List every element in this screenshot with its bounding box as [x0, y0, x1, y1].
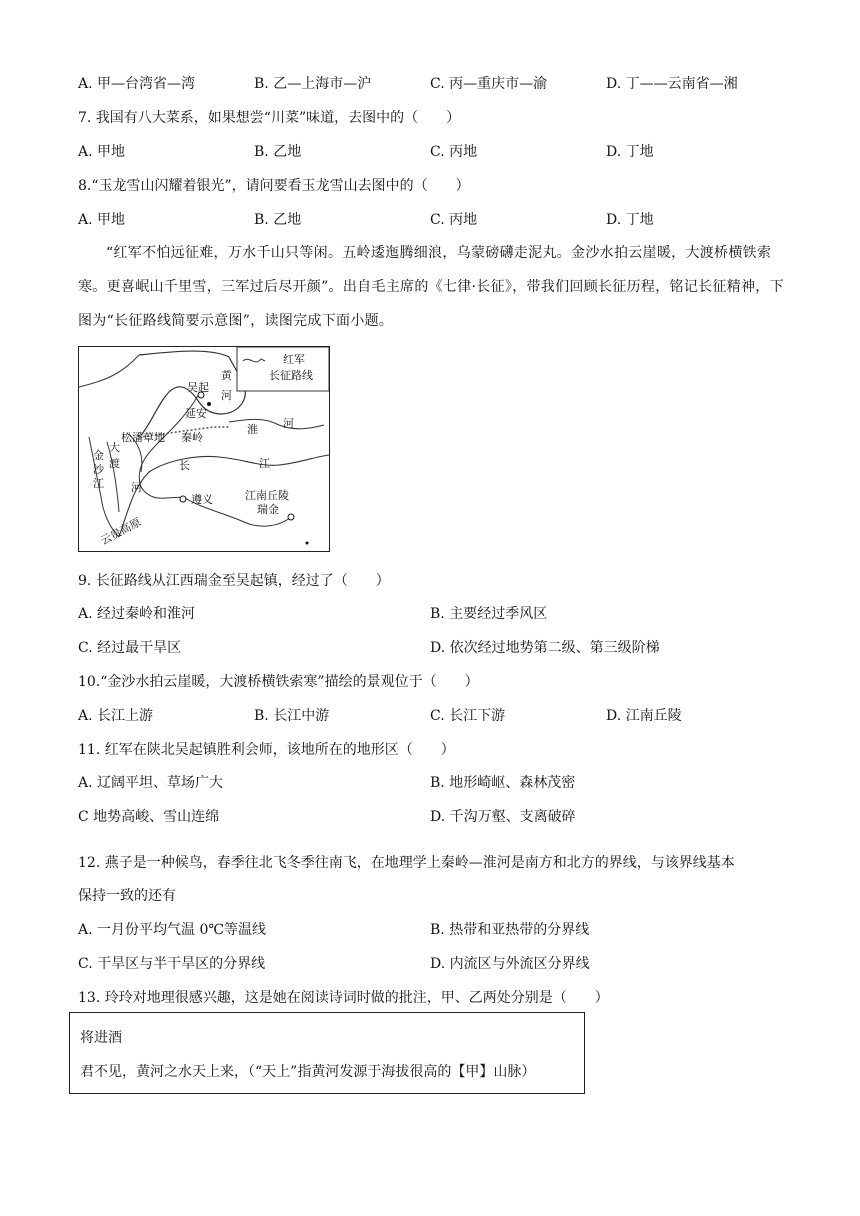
label-jiang2: 江 — [93, 477, 104, 490]
legend-label-2: 长征路线 — [269, 369, 313, 382]
zunyi-marker — [180, 496, 186, 502]
legend-label-1: 红军 — [283, 353, 305, 366]
border-line — [79, 355, 139, 387]
intro-paragraph: “红军不怕远征难，万水千山只等闲。五岭逶迤腾细浪，乌蒙磅礴走泥丸。金沙水拍云崖暖，大渡桥横铁索寒。更喜岷山千里雪，三军过后尽开颜”。出自毛主席的《七律·长征》，带我们回顾长征历程，铭记长征精神，下图为“长征路线简要示意图”，读图完成下面小题。 — [78, 245, 784, 329]
q10-stem: 10.“金沙水拍云崖暖，大渡桥横铁索寒”描绘的景观位于（ ） — [78, 674, 479, 690]
label-he2: 河 — [283, 417, 294, 430]
q12-option-b: B. 热带和亚热带的分界线 — [430, 922, 590, 938]
label-dadu-da: 大 — [109, 441, 120, 454]
annotation-box — [69, 1012, 585, 1094]
yanan-marker — [207, 402, 211, 406]
long-march-map — [78, 346, 330, 552]
q8-option-b: B. 乙地 — [254, 212, 302, 228]
label-sha: 沙 — [93, 463, 104, 476]
q7-option-d: D. 丁地 — [606, 144, 654, 160]
label-wuqi: 吴起 — [187, 381, 209, 394]
q10-option-c: C. 长江下游 — [430, 708, 506, 724]
label-jiang: 江 — [259, 457, 270, 470]
label-yanan: 延安 — [185, 407, 207, 420]
island-dot — [306, 542, 309, 545]
q6-option-c: C. 丙—重庆市—渝 — [430, 76, 548, 92]
note-title: 将进酒 — [80, 1030, 122, 1046]
q11-option-a: A. 辽阔平坦、草场广大 — [78, 775, 224, 791]
q7-option-c: C. 丙地 — [430, 144, 478, 160]
q12-option-a: A. 一月份平均气温 0℃等温线 — [78, 922, 267, 938]
q13-stem: 13. 玲玲对地理很感兴趣，这是她在阅读诗词时做的批注，甲、乙两处分别是（ ） — [78, 990, 609, 1006]
note-line: 君不见，黄河之水天上来，（“天上”指黄河发源于海拔很高的【甲】山脉） — [80, 1064, 536, 1080]
label-jiangnan: 江南丘陵 — [245, 489, 289, 502]
q6-option-d: D. 丁——云南省—湘 — [606, 76, 738, 92]
q8-option-a: A. 甲地 — [78, 212, 126, 228]
label-he1: 河 — [221, 389, 232, 402]
q11-option-b: B. 地形崎岖、森林茂密 — [430, 775, 576, 791]
label-qinling: 秦岭 — [181, 431, 203, 444]
label-zunyi: 遵义 — [191, 493, 213, 506]
q6-option-b: B. 乙—上海市—沪 — [254, 76, 372, 92]
q9-stem: 9. 长征路线从江西瑞金至吴起镇，经过了（ ） — [78, 573, 390, 589]
q9-option-b: B. 主要经过季风区 — [430, 606, 548, 622]
q8-stem: 8.“玉龙雪山闪耀着银光”，请问要看玉龙雪山去图中的（ ） — [78, 178, 470, 194]
ruijin-marker — [288, 514, 294, 520]
huai-river — [229, 419, 324, 428]
q10-option-b: B. 长江中游 — [254, 708, 330, 724]
q10-option-a: A. 长江上游 — [78, 708, 154, 724]
q9-option-d: D. 依次经过地势第二级、第三级阶梯 — [430, 640, 660, 656]
q8-option-d: D. 丁地 — [606, 212, 654, 228]
q12-stem-line2: 保持一致的还有 — [78, 888, 176, 904]
label-huai: 淮 — [247, 423, 258, 436]
q11-option-d: D. 千沟万壑、支离破碎 — [430, 809, 576, 825]
q11-option-c: C 地势高峻、雪山连绵 — [78, 809, 220, 825]
q6-option-a: A. 甲—台湾省—湾 — [78, 76, 196, 92]
q9-option-c: C. 经过最干旱区 — [78, 640, 182, 656]
map-drawing — [79, 347, 329, 551]
label-huang: 黄 — [221, 369, 232, 382]
q12-stem-line1: 12. 燕子是一种候鸟，春季往北飞冬季往南飞，在地理学上秦岭—淮河是南方和北方的界线，与该界线基本 — [78, 855, 735, 871]
q7-stem: 7. 我国有八大菜系，如果想尝“川菜”味道，去图中的（ ） — [78, 110, 461, 126]
label-chang: 长 — [179, 459, 190, 472]
q8-option-c: C. 丙地 — [430, 212, 478, 228]
label-jin: 金 — [93, 449, 104, 462]
label-dadu-du: 渡 — [109, 457, 120, 470]
label-ruijin: 瑞金 — [257, 503, 279, 516]
label-songpan: 松潘草地 — [121, 431, 165, 444]
q9-option-a: A. 经过秦岭和淮河 — [78, 606, 196, 622]
q7-option-a: A. 甲地 — [78, 144, 126, 160]
q7-option-b: B. 乙地 — [254, 144, 302, 160]
label-he3: 河 — [131, 481, 142, 494]
q12-option-d: D. 内流区与外流区分界线 — [430, 956, 590, 972]
q11-stem: 11. 红军在陕北吴起镇胜利会师，该地所在的地形区（ ） — [78, 742, 455, 758]
label-yungui: 云贵高原 — [98, 515, 144, 548]
q12-option-c: C. 干旱区与半干旱区的分界线 — [78, 956, 266, 972]
q10-option-d: D. 江南丘陵 — [606, 708, 682, 724]
